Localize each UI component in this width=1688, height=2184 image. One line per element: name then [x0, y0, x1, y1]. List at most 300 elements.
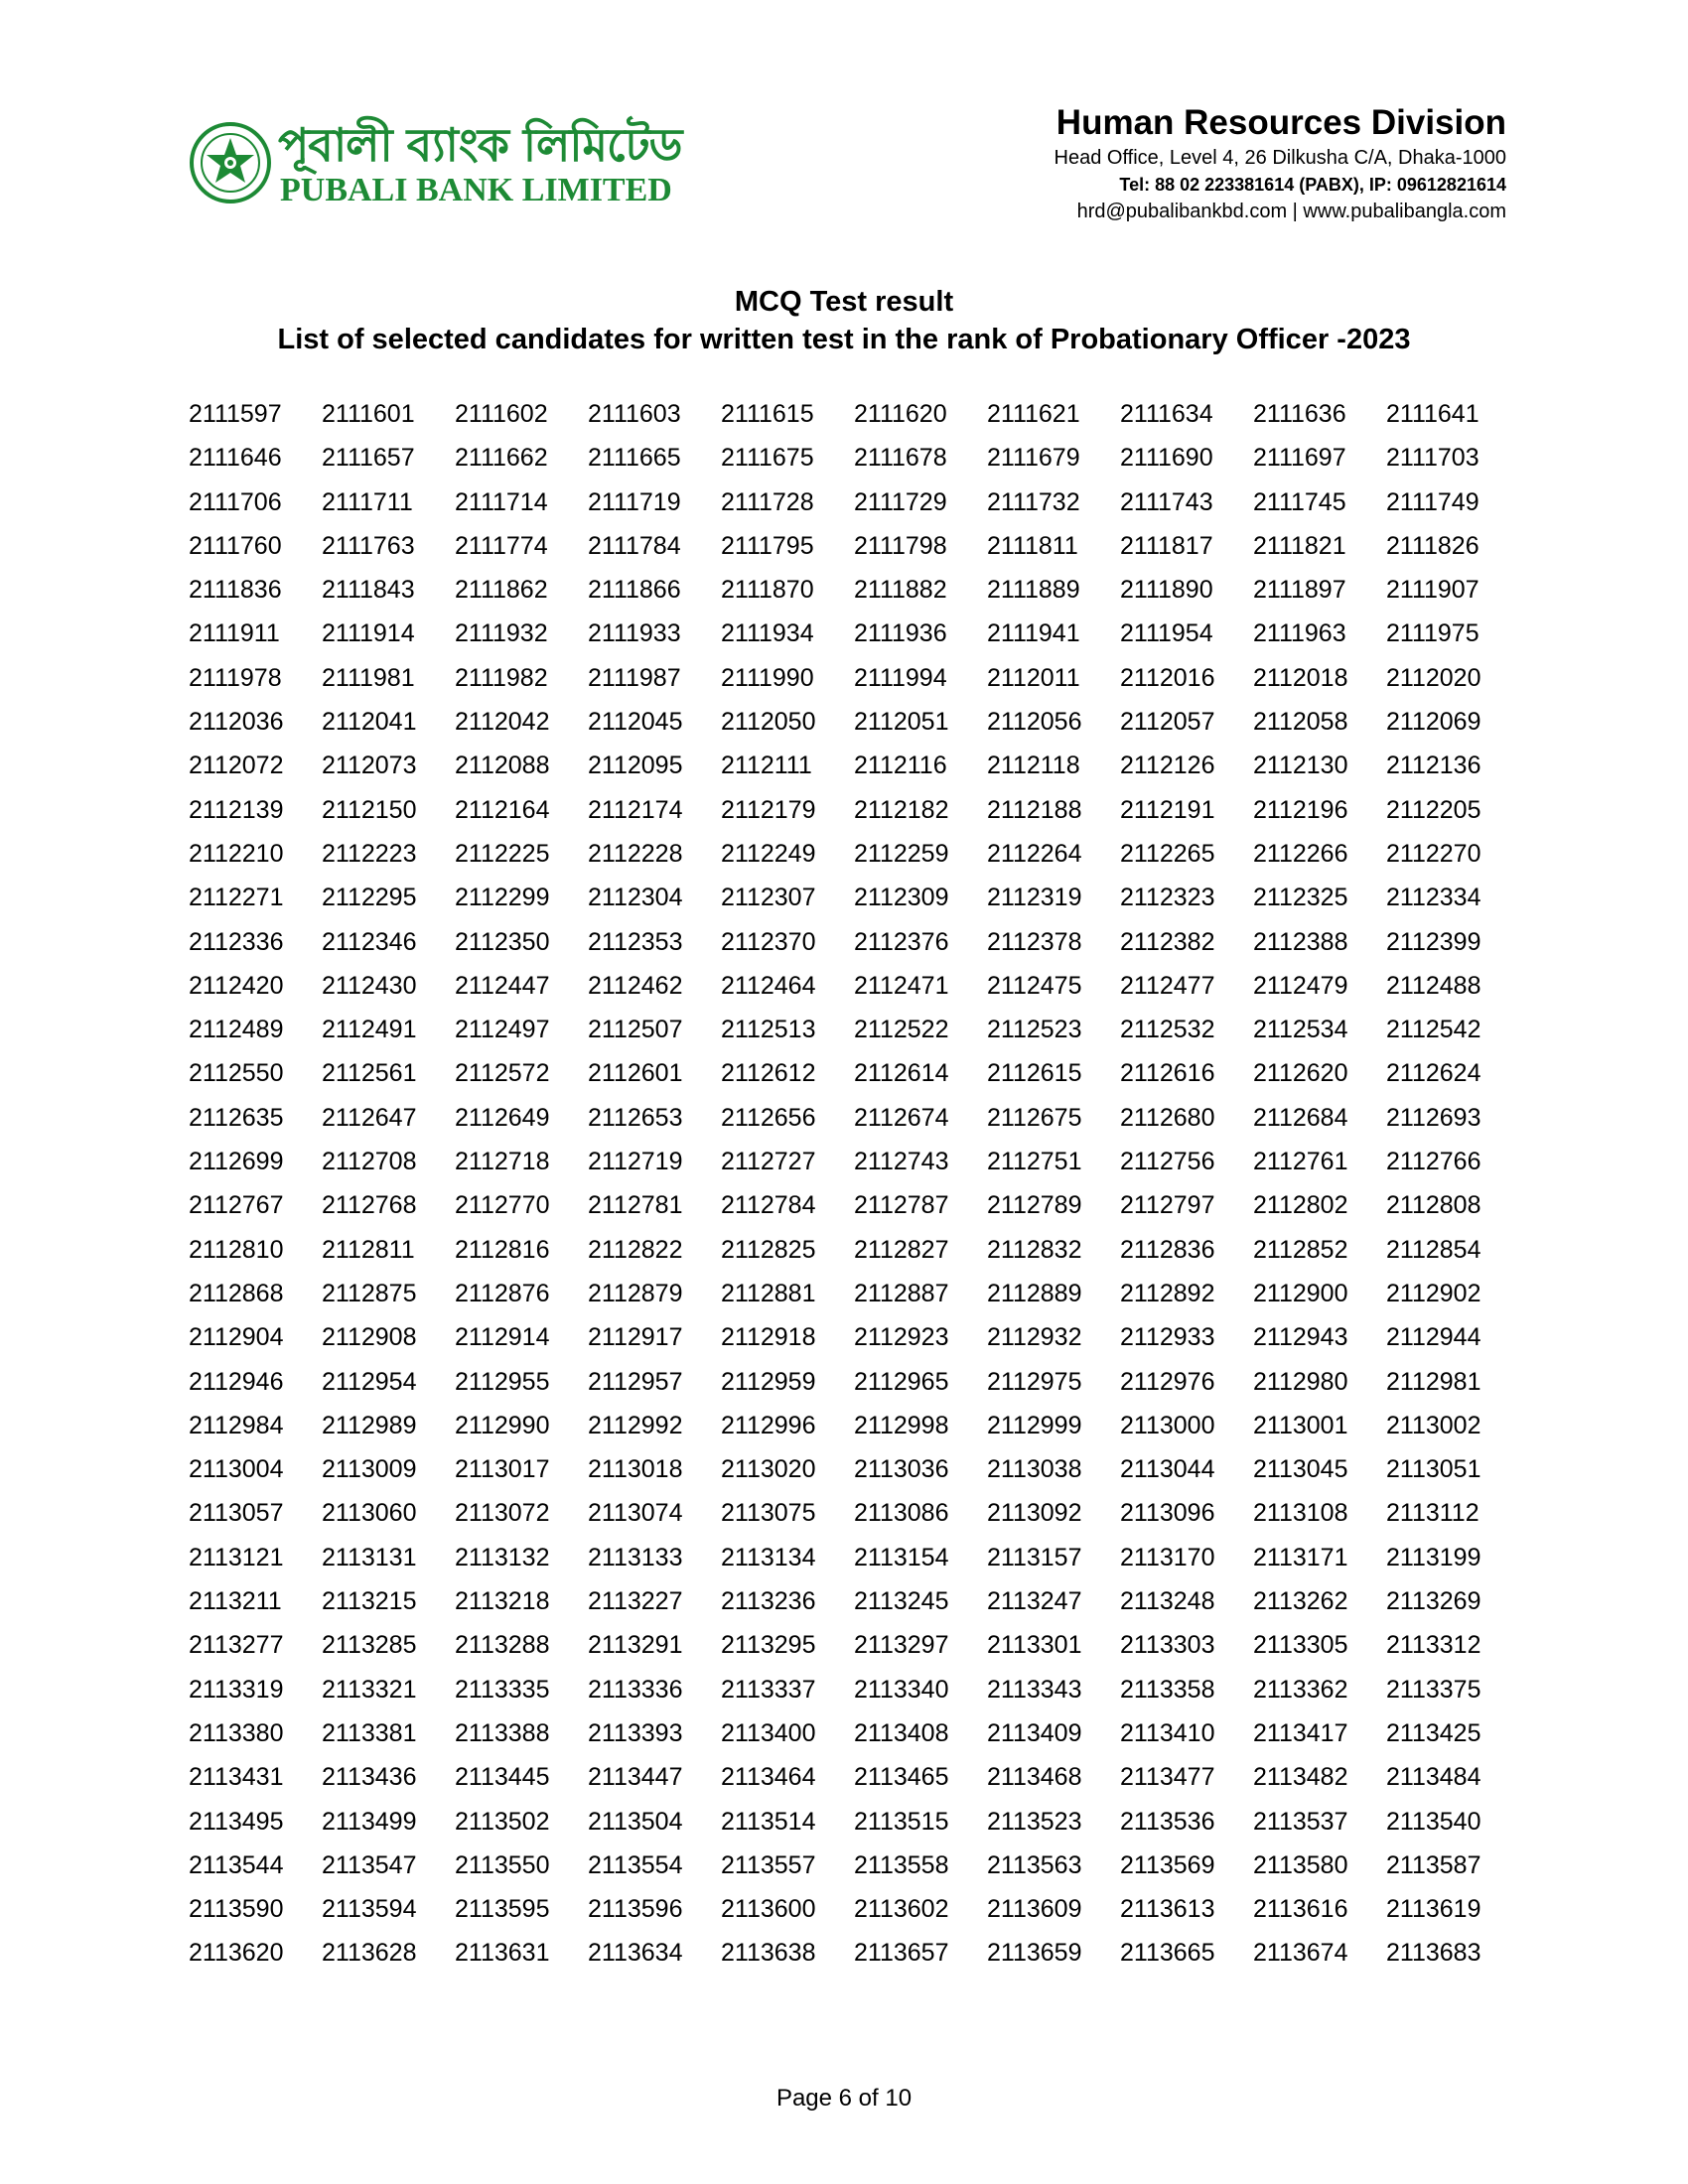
- table-row: [189, 1630, 1519, 1674]
- page-subtitle: List of selected candidates for written test in the rank of Probationary Officer -2023: [277, 324, 1411, 355]
- roll-number-cell: 2113247: [987, 1587, 1082, 1616]
- roll-number-cell: 2112382: [1120, 927, 1215, 956]
- table-row: [189, 1015, 1519, 1058]
- roll-number-cell: 2113358: [1120, 1675, 1215, 1704]
- roll-number-cell: 2112116: [854, 751, 947, 780]
- roll-number-cell: 2112992: [588, 1411, 683, 1439]
- roll-number-cell: 2113425: [1386, 1718, 1481, 1747]
- roll-number-cell: 2112016: [1120, 663, 1215, 692]
- roll-number-cell: 2113295: [721, 1631, 816, 1660]
- roll-number-cell: 2111911: [189, 619, 280, 648]
- roll-number-cell: 2112680: [1120, 1103, 1215, 1132]
- roll-number-cell: 2113380: [189, 1718, 284, 1747]
- roll-number-cell: 2112620: [1253, 1059, 1348, 1088]
- roll-number-cell: 2112259: [854, 839, 949, 868]
- roll-number-cell: 2112475: [987, 971, 1082, 1000]
- roll-number-cell: 2111941: [987, 619, 1080, 648]
- roll-number-cell: 2112990: [455, 1411, 550, 1439]
- roll-number-cell: 2113502: [455, 1807, 550, 1836]
- roll-number-cell: 2112699: [189, 1148, 284, 1176]
- roll-number-cell: 2112996: [721, 1411, 816, 1439]
- roll-number-cell: 2111697: [1253, 444, 1346, 473]
- table-row: [189, 575, 1519, 618]
- roll-number-cell: 2112802: [1253, 1191, 1348, 1220]
- roll-number-cell: 2113613: [1120, 1895, 1215, 1924]
- roll-number-cell: 2113499: [322, 1807, 417, 1836]
- roll-number-cell: 2113092: [987, 1499, 1082, 1528]
- roll-number-cell: 2111601: [322, 400, 415, 428]
- roll-number-cell: 2112875: [322, 1279, 417, 1307]
- table-row: [189, 1147, 1519, 1190]
- table-row: [189, 751, 1519, 794]
- roll-number-cell: 2112975: [987, 1367, 1082, 1396]
- roll-number-cell: 2112892: [1120, 1279, 1215, 1307]
- roll-number-cell: 2113388: [455, 1718, 550, 1747]
- roll-number-cell: 2111978: [189, 663, 282, 692]
- roll-number-cell: 2112542: [1386, 1016, 1481, 1044]
- roll-number-cell: 2112378: [987, 927, 1082, 956]
- roll-number-cell: 2111662: [455, 444, 548, 473]
- roll-number-cell: 2112635: [189, 1103, 284, 1132]
- roll-number-cell: 2111679: [987, 444, 1080, 473]
- roll-number-cell: 2112210: [189, 839, 284, 868]
- roll-number-cell: 2112854: [1386, 1235, 1481, 1264]
- table-row: [189, 531, 1519, 575]
- roll-number-cell: 2112743: [854, 1148, 949, 1176]
- roll-number-cell: 2112954: [322, 1367, 417, 1396]
- table-row: [189, 1938, 1519, 1981]
- roll-number-cell: 2111954: [1120, 619, 1213, 648]
- roll-number-cell: 2113057: [189, 1499, 284, 1528]
- roll-number-cell: 2111728: [721, 487, 814, 516]
- roll-number-cell: 2111703: [1386, 444, 1479, 473]
- roll-number-cell: 2112918: [721, 1323, 816, 1352]
- roll-number-cell: 2112056: [987, 708, 1082, 737]
- roll-number-cell: 2113340: [854, 1675, 949, 1704]
- roll-number-cell: 2112756: [1120, 1148, 1215, 1176]
- roll-number-cell: 2113638: [721, 1939, 816, 1968]
- roll-number-cell: 2113436: [322, 1763, 417, 1792]
- roll-number-cell: 2112810: [189, 1235, 284, 1264]
- roll-number-cell: 2112325: [1253, 884, 1348, 912]
- roll-number-cell: 2111836: [189, 576, 282, 605]
- roll-number-cell: 2113514: [721, 1807, 816, 1836]
- roll-number-cell: 2111811: [987, 531, 1078, 560]
- roll-number-cell: 2112656: [721, 1103, 816, 1132]
- roll-number-cell: 2112196: [1253, 795, 1348, 824]
- roll-number-cell: 2112264: [987, 839, 1082, 868]
- roll-number-cell: 2112223: [322, 839, 417, 868]
- roll-number-cell: 2111665: [588, 444, 681, 473]
- roll-number-cell: 2113017: [455, 1455, 550, 1484]
- roll-number-cell: 2113659: [987, 1939, 1082, 1968]
- roll-number-cell: 2113004: [189, 1455, 284, 1484]
- roll-number-cell: 2112879: [588, 1279, 683, 1307]
- roll-number-cell: 2111714: [455, 487, 548, 516]
- roll-number-cell: 2112811: [322, 1235, 415, 1264]
- roll-number-cell: 2113020: [721, 1455, 816, 1484]
- roll-number-cell: 2112825: [721, 1235, 816, 1264]
- roll-number-cell: 2113595: [455, 1895, 550, 1924]
- roll-number-cell: 2112908: [322, 1323, 417, 1352]
- table-row: [189, 1279, 1519, 1322]
- roll-number-cell: 2112881: [721, 1279, 816, 1307]
- roll-number-cell: 2111774: [455, 531, 548, 560]
- roll-number-cell: 2113134: [721, 1543, 816, 1571]
- roll-number-cell: 2112488: [1386, 971, 1481, 1000]
- roll-number-cell: 2113171: [1253, 1543, 1348, 1571]
- roll-number-cell: 2112295: [322, 884, 417, 912]
- roll-number-cell: 2112447: [455, 971, 550, 1000]
- roll-number-cell: 2111706: [189, 487, 282, 516]
- roll-number-cell: 2113563: [987, 1850, 1082, 1879]
- roll-number-cell: 2113657: [854, 1939, 949, 1968]
- roll-number-cell: 2112522: [854, 1016, 949, 1044]
- roll-number-cell: 2112319: [987, 884, 1082, 912]
- roll-number-cell: 2111889: [987, 576, 1080, 605]
- roll-number-cell: 2113009: [322, 1455, 417, 1484]
- roll-number-cell: 2112388: [1253, 927, 1348, 956]
- roll-number-cell: 2113096: [1120, 1499, 1215, 1528]
- roll-number-cell: 2113154: [854, 1543, 949, 1571]
- roll-number-cell: 2113619: [1386, 1895, 1481, 1924]
- roll-number-cell: 2112249: [721, 839, 816, 868]
- bank-logo: [189, 117, 682, 216]
- table-row: [189, 1454, 1519, 1498]
- roll-number-cell: 2111646: [189, 444, 282, 473]
- roll-number-cell: 2112150: [322, 795, 417, 824]
- roll-number-cell: 2112420: [189, 971, 284, 1000]
- roll-number-cell: 2112981: [1386, 1367, 1481, 1396]
- division-title: Human Resources Division: [1055, 103, 1506, 142]
- roll-number-cell: 2112719: [588, 1148, 683, 1176]
- roll-number-cell: 2111862: [455, 576, 548, 605]
- roll-number-cell: 2113305: [1253, 1631, 1348, 1660]
- roll-number-cell: 2111843: [322, 576, 415, 605]
- roll-number-cell: 2112072: [189, 751, 284, 780]
- roll-number-cell: 2111934: [721, 619, 814, 648]
- roll-number-cell: 2113343: [987, 1675, 1082, 1704]
- roll-number-cell: 2111897: [1253, 576, 1346, 605]
- table-row: [189, 707, 1519, 751]
- table-row: [189, 1367, 1519, 1411]
- roll-number-cell: 2112900: [1253, 1279, 1348, 1307]
- roll-number-cell: 2113075: [721, 1499, 816, 1528]
- roll-number-cell: 2113547: [322, 1850, 417, 1879]
- roll-number-cell: 2113616: [1253, 1895, 1348, 1924]
- roll-number-cell: 2112614: [854, 1059, 949, 1088]
- roll-number-cell: 2111719: [588, 487, 681, 516]
- roll-number-cell: 2112944: [1386, 1323, 1481, 1352]
- table-row: [189, 927, 1519, 971]
- roll-number-cell: 2111602: [455, 400, 548, 428]
- roll-number-cell: 2111975: [1386, 619, 1479, 648]
- roll-number-cell: 2113000: [1120, 1411, 1215, 1439]
- roll-number-cell: 2113112: [1386, 1499, 1479, 1528]
- roll-number-cell: 2113536: [1120, 1807, 1215, 1836]
- roll-number-cell: 2112179: [721, 795, 816, 824]
- roll-number-cell: 2111749: [1386, 487, 1479, 516]
- roll-number-cell: 2113036: [854, 1455, 949, 1484]
- roll-number-cell: 2112989: [322, 1411, 417, 1439]
- table-row: [189, 1543, 1519, 1586]
- roll-number-cell: 2112051: [854, 708, 949, 737]
- roll-number-cell: 2112781: [588, 1191, 683, 1220]
- roll-number-cell: 2111615: [721, 400, 814, 428]
- roll-number-cell: 2112914: [455, 1323, 550, 1352]
- table-row: [189, 1322, 1519, 1366]
- roll-number-cell: 2112036: [189, 708, 284, 737]
- roll-number-cell: 2111763: [322, 531, 415, 560]
- roll-number-cell: 2112058: [1253, 708, 1348, 737]
- roll-number-cell: 2112130: [1253, 751, 1348, 780]
- roll-number-cell: 2112959: [721, 1367, 816, 1396]
- roll-number-cell: 2112822: [588, 1235, 683, 1264]
- roll-number-cell: 2113537: [1253, 1807, 1348, 1836]
- roll-number-cell: 2113215: [322, 1587, 417, 1616]
- table-row: [189, 1190, 1519, 1234]
- roll-number-cell: 2113602: [854, 1895, 949, 1924]
- roll-number-cell: 2112955: [455, 1367, 550, 1396]
- roll-number-cell: 2113074: [588, 1499, 683, 1528]
- roll-number-cell: 2113072: [455, 1499, 550, 1528]
- roll-number-cell: 2112889: [987, 1279, 1082, 1307]
- roll-number-cell: 2111936: [854, 619, 947, 648]
- address-line: Head Office, Level 4, 26 Dilkusha C/A, Dhaka-1000: [1054, 147, 1506, 169]
- roll-number-cell: 2112513: [721, 1016, 816, 1044]
- roll-number-cell: 2113362: [1253, 1675, 1348, 1704]
- roll-number-cell: 2111678: [854, 444, 947, 473]
- roll-number-cell: 2112998: [854, 1411, 949, 1439]
- roll-number-cell: 2112126: [1120, 751, 1215, 780]
- roll-number-cell: 2113018: [588, 1455, 683, 1484]
- roll-number-cell: 2112205: [1386, 795, 1481, 824]
- roll-number-cell: 2113285: [322, 1631, 417, 1660]
- roll-number-cell: 2113609: [987, 1895, 1082, 1924]
- roll-number-cell: 2112932: [987, 1323, 1082, 1352]
- roll-number-cell: 2113303: [1120, 1631, 1215, 1660]
- roll-number-cell: 2113409: [987, 1718, 1082, 1747]
- roll-number-cell: 2113550: [455, 1850, 550, 1879]
- roll-number-cell: 2112042: [455, 708, 550, 737]
- roll-number-cell: 2113199: [1386, 1543, 1481, 1571]
- roll-number-cell: 2112532: [1120, 1016, 1215, 1044]
- roll-number-cell: 2111866: [588, 576, 681, 605]
- table-row: [189, 971, 1519, 1015]
- page-number: Page 6 of 10: [775, 2085, 913, 2112]
- roll-number-cell: 2112876: [455, 1279, 550, 1307]
- roll-number-cell: 2111795: [721, 531, 814, 560]
- roll-number-cell: 2111636: [1253, 400, 1346, 428]
- roll-number-cell: 2111732: [987, 487, 1080, 516]
- roll-number-cell: 2112980: [1253, 1367, 1348, 1396]
- table-row: [189, 1762, 1519, 1806]
- roll-number-cell: 2112615: [987, 1059, 1082, 1088]
- roll-number-cell: 2112020: [1386, 663, 1481, 692]
- roll-number-cell: 2112868: [189, 1279, 284, 1307]
- roll-number-cell: 2111784: [588, 531, 681, 560]
- roll-number-cell: 2112299: [455, 884, 550, 912]
- table-row: [189, 1235, 1519, 1279]
- roll-number-cell: 2111745: [1253, 487, 1346, 516]
- roll-number-cell: 2112550: [189, 1059, 284, 1088]
- roll-number-cell: 2112111: [721, 751, 812, 780]
- roll-number-cell: 2113002: [1386, 1411, 1481, 1439]
- roll-number-cell: 2113596: [588, 1895, 683, 1924]
- roll-number-cell: 2113580: [1253, 1850, 1348, 1879]
- logo-english-text: PUBALI BANK LIMITED: [280, 172, 672, 208]
- roll-number-cell: 2112887: [854, 1279, 949, 1307]
- roll-number-cell: 2112353: [588, 927, 683, 956]
- roll-number-cell: 2111826: [1386, 531, 1479, 560]
- table-row: [189, 1586, 1519, 1630]
- roll-number-cell: 2111870: [721, 576, 814, 605]
- roll-number-cell: 2112018: [1253, 663, 1348, 692]
- roll-number-cell: 2113245: [854, 1587, 949, 1616]
- roll-number-cell: 2111914: [322, 619, 415, 648]
- roll-number-cell: 2112957: [588, 1367, 683, 1396]
- roll-number-cell: 2111711: [322, 487, 413, 516]
- roll-number-cell: 2112674: [854, 1103, 949, 1132]
- roll-number-cell: 2113319: [189, 1675, 284, 1704]
- roll-number-cell: 2113248: [1120, 1587, 1215, 1616]
- table-row: [189, 1850, 1519, 1894]
- roll-number-cell: 2112561: [322, 1059, 417, 1088]
- roll-number-cell: 2113133: [588, 1543, 683, 1571]
- roll-number-cell: 2113336: [588, 1675, 683, 1704]
- roll-number-cell: 2113634: [588, 1939, 683, 1968]
- roll-number-cell: 2112182: [854, 795, 949, 824]
- roll-number-cell: 2112808: [1386, 1191, 1481, 1220]
- roll-number-cell: 2112011: [987, 663, 1080, 692]
- table-row: [189, 1807, 1519, 1850]
- roll-number-cell: 2111690: [1120, 444, 1213, 473]
- roll-number-cell: 2112136: [1386, 751, 1481, 780]
- roll-number-cell: 2113375: [1386, 1675, 1481, 1704]
- roll-number-cell: 2112999: [987, 1411, 1082, 1439]
- roll-number-cell: 2111760: [189, 531, 282, 560]
- roll-number-cell: 2113121: [189, 1543, 284, 1571]
- roll-number-cell: 2111932: [455, 619, 548, 648]
- roll-number-cell: 2113393: [588, 1718, 683, 1747]
- logo-bengali-text: পূবালী ব্যাংক লিমিটেড: [278, 118, 682, 172]
- roll-number-cell: 2112616: [1120, 1059, 1215, 1088]
- roll-number-cell: 2112069: [1386, 708, 1481, 737]
- roll-number-cell: 2112933: [1120, 1323, 1215, 1352]
- roll-number-cell: 2112693: [1386, 1103, 1481, 1132]
- org-header: [1055, 101, 1506, 225]
- roll-number-cell: 2111987: [588, 663, 681, 692]
- roll-number-cell: 2112188: [987, 795, 1082, 824]
- roll-number-cell: 2113477: [1120, 1763, 1215, 1792]
- roll-number-cell: 2111890: [1120, 576, 1213, 605]
- roll-number-cell: 2113665: [1120, 1939, 1215, 1968]
- roll-number-cell: 2112904: [189, 1323, 284, 1352]
- roll-number-cell: 2113297: [854, 1631, 949, 1660]
- roll-number-cell: 2112647: [322, 1103, 417, 1132]
- roll-number-cell: 2113544: [189, 1850, 284, 1879]
- roll-number-cell: 2113262: [1253, 1587, 1348, 1616]
- roll-number-cell: 2112902: [1386, 1279, 1481, 1307]
- roll-number-cell: 2112797: [1120, 1191, 1215, 1220]
- roll-number-cell: 2112057: [1120, 708, 1215, 737]
- roll-number-cell: 2113447: [588, 1763, 683, 1792]
- roll-number-cell: 2113482: [1253, 1763, 1348, 1792]
- roll-number-cell: 2113408: [854, 1718, 949, 1747]
- roll-number-cell: 2112534: [1253, 1016, 1348, 1044]
- roll-number-cell: 2113554: [588, 1850, 683, 1879]
- table-row: [189, 1058, 1519, 1102]
- roll-number-cell: 2111982: [455, 663, 548, 692]
- table-row: [189, 399, 1519, 443]
- roll-number-cell: 2113620: [189, 1939, 284, 1968]
- roll-number-cell: 2113464: [721, 1763, 816, 1792]
- roll-number-cell: 2113312: [1386, 1631, 1481, 1660]
- roll-number-cell: 2113431: [189, 1763, 284, 1792]
- roll-number-cell: 2113587: [1386, 1850, 1481, 1879]
- roll-number-cell: 2113631: [455, 1939, 550, 1968]
- roll-number-cell: 2112612: [721, 1059, 816, 1088]
- roll-number-cell: 2113132: [455, 1543, 550, 1571]
- roll-number-cell: 2112787: [854, 1191, 949, 1220]
- roll-number-cell: 2113170: [1120, 1543, 1215, 1571]
- roll-number-cell: 2111620: [854, 400, 947, 428]
- roll-number-cell: 2112751: [987, 1148, 1082, 1176]
- roll-number-cell: 2112624: [1386, 1059, 1481, 1088]
- roll-number-cell: 2112479: [1253, 971, 1348, 1000]
- roll-number-cell: 2112271: [189, 884, 284, 912]
- roll-number-cell: 2113269: [1386, 1587, 1481, 1616]
- roll-number-cell: 2112965: [854, 1367, 949, 1396]
- roll-number-cell: 2113590: [189, 1895, 284, 1924]
- roll-number-cell: 2112073: [322, 751, 417, 780]
- roll-number-cell: 2112923: [854, 1323, 949, 1352]
- roll-number-cell: 2112852: [1253, 1235, 1348, 1264]
- roll-number-cell: 2112350: [455, 927, 550, 956]
- roll-number-cell: 2112768: [322, 1191, 417, 1220]
- roll-number-cell: 2112477: [1120, 971, 1215, 1000]
- roll-number-cell: 2113558: [854, 1850, 949, 1879]
- table-row: [189, 1103, 1519, 1147]
- roll-number-cell: 2113540: [1386, 1807, 1481, 1836]
- roll-number-cell: 2112572: [455, 1059, 550, 1088]
- roll-number-cell: 2113108: [1253, 1499, 1348, 1528]
- roll-number-cell: 2111634: [1120, 400, 1213, 428]
- roll-number-cell: 2113291: [588, 1631, 683, 1660]
- roll-number-cell: 2111981: [322, 663, 415, 692]
- roll-number-cell: 2111743: [1120, 487, 1213, 516]
- roll-number-cell: 2111657: [322, 444, 415, 473]
- roll-number-cell: 2113060: [322, 1499, 417, 1528]
- roll-number-cell: 2113594: [322, 1895, 417, 1924]
- roll-number-cell: 2112323: [1120, 884, 1215, 912]
- roll-number-cell: 2113410: [1120, 1718, 1215, 1747]
- roll-number-cell: 2111990: [721, 663, 814, 692]
- roll-number-cell: 2111798: [854, 531, 947, 560]
- roll-number-cell: 2113157: [987, 1543, 1082, 1571]
- roll-number-cell: 2112523: [987, 1016, 1082, 1044]
- roll-number-cell: 2112684: [1253, 1103, 1348, 1132]
- roll-number-cell: 2112984: [189, 1411, 284, 1439]
- roll-number-cell: 2112653: [588, 1103, 683, 1132]
- roll-number-cell: 2112346: [322, 927, 417, 956]
- roll-number-cell: 2113001: [1253, 1411, 1348, 1439]
- roll-number-cell: 2112464: [721, 971, 816, 1000]
- roll-number-cell: 2112045: [588, 708, 683, 737]
- roll-number-cell: 2111821: [1253, 531, 1346, 560]
- roll-number-cell: 2112225: [455, 839, 550, 868]
- roll-number-cell: 2112832: [987, 1235, 1082, 1264]
